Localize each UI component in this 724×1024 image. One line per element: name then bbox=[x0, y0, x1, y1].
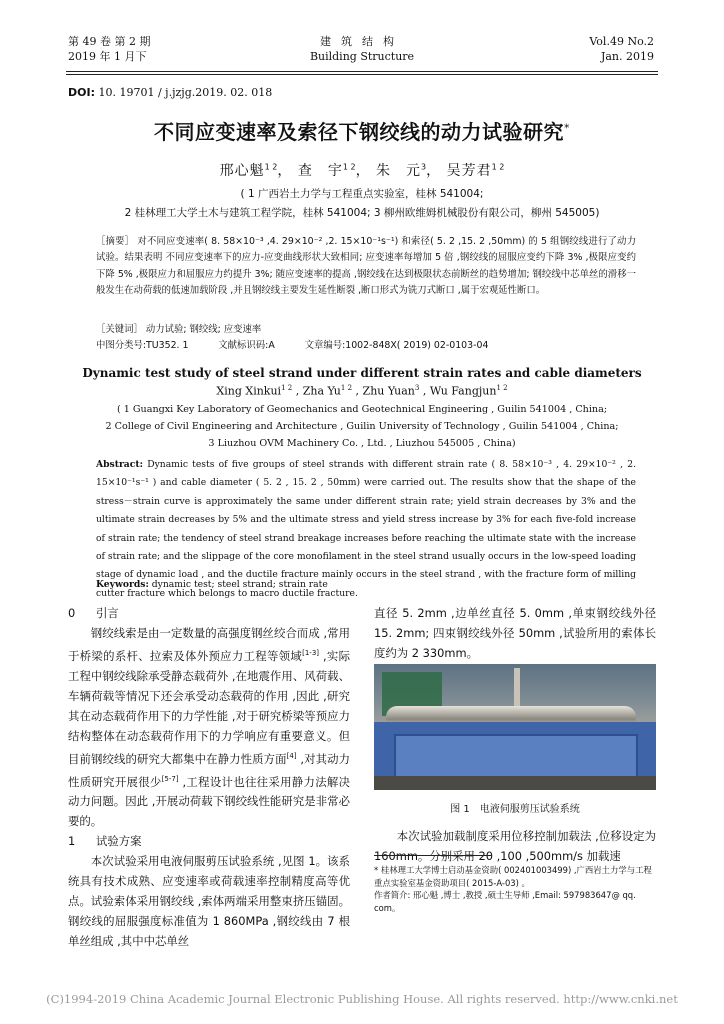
section-0-number: 0 bbox=[68, 606, 76, 620]
paragraph-text: ,实际工程中钢绞线除承受静态载荷外 ,在地震作用、风荷载、车辆荷载等情况下还会承受动态载荷的作用 ,因此 ,研究其在动态载荷作用下的力学性能 ,对于研究桥梁等预应力结构整体在动态载荷作用下的力学响应有重要意义。但目前钢绞线的研究大都集中在静力性质方面 bbox=[68, 648, 350, 766]
section-0-paragraph bbox=[68, 623, 350, 831]
author-en-sup: 1 2 bbox=[281, 384, 293, 392]
keywords-cn-label: ［关键词］ bbox=[96, 324, 143, 335]
footnote-author: 作者简介: 邢心魁 ,博士 ,教授 ,硕士生导师 ,Email: 597983647@ qq. com。 bbox=[374, 890, 636, 913]
doi-line bbox=[68, 86, 272, 99]
doc-code-value: A bbox=[268, 340, 275, 351]
body-right-column bbox=[374, 603, 656, 663]
affiliation-cn-1: ( 1 广西岩土力学与工程重点实验室，桂林 541004; bbox=[240, 188, 484, 200]
clc-label: 中图分类号: bbox=[96, 340, 147, 351]
section-1-paragraph: 本次试验采用电液伺服剪压试验系统 ,见图 1。该系统具有技术成熟、应变速率或荷载速率控制精度高等优点。试验索体采用钢绞线 ,索体两端采用整束挤压锚固。钢绞线的屈服强度标准值为 1 860MPa ,钢绞线由 7 根单丝组成 ,其中中芯单丝 bbox=[68, 854, 350, 949]
footnote-funding: * 桂林理工大学博士启动基金资助( 002401003499) ,广西岩土力学与工程重点实验室基金资助项目( 2015-A-03) 。 bbox=[374, 865, 652, 888]
author-cn-sup: 1 2 bbox=[491, 162, 505, 172]
doi-label: DOI: bbox=[68, 86, 95, 99]
citation: [1-3] bbox=[302, 649, 320, 657]
author-en: Wu Fangjun bbox=[429, 384, 497, 398]
paragraph-text: ,对其动力性质研究开展很少 bbox=[68, 751, 350, 789]
header-rule bbox=[66, 71, 658, 72]
section-1-title: 试验方案 bbox=[96, 834, 142, 849]
affiliation-en-1: ( 1 Guangxi Key Laboratory of Geomechanics and Geotechnical Engineering , Guilin 541004 , China; bbox=[116, 404, 608, 415]
author-en-sup: 3 bbox=[414, 384, 420, 392]
right-paragraph-1: 直径 5. 2mm ,边单丝直径 5. 0mm ,单束钢绞线外径 15. 2mm; 四束钢绞线外径 50mm ,试验所用的索体长度约为 2 330mm。 bbox=[374, 606, 656, 660]
journal-name bbox=[300, 34, 424, 64]
copyright-watermark: (C)1994-2019 China Academic Journal Electronic Publishing House. All rights reserved. http://www.cnki.net bbox=[46, 992, 678, 1006]
author-cn: 邢心魁 bbox=[219, 163, 265, 179]
floor-shape bbox=[374, 776, 656, 790]
author-en-sup: 1 2 bbox=[340, 384, 353, 392]
paper-title-en: Dynamic test study of steel strand under different strain rates and cable diameters bbox=[82, 366, 642, 380]
test-frame-inner-shape bbox=[394, 734, 638, 782]
affiliation-cn-2: 2 桂林理工大学土木与建筑工程学院，桂林 541004; 3 柳州欧维姆机械股份有限公司，柳州 545005) bbox=[124, 207, 600, 219]
section-0-title: 引言 bbox=[96, 606, 119, 620]
author-cn: 朱 元 bbox=[376, 163, 422, 179]
right-paragraph-2: 本次试验加载制度采用位移控制加载法 ,位移设定为 160mm。分别采用 20 ,100 ,500mm/s 加载速 bbox=[374, 829, 656, 863]
author-en: Zha Yu bbox=[302, 384, 341, 398]
issue-date-cn: 2019 年 1 月下 bbox=[68, 50, 147, 63]
author-cn: 查 宇 bbox=[297, 163, 343, 179]
abstract-cn bbox=[96, 234, 636, 300]
figure-1-photo bbox=[374, 664, 656, 790]
author-cn-sup: 1 2 bbox=[342, 162, 356, 172]
journal-issue-cn bbox=[68, 34, 150, 64]
author-cn: 吴芳君 bbox=[446, 163, 492, 179]
abstract-cn-text: 对不同应变速率( 8. 58×10⁻³ ,4. 29×10⁻² ,2. 15×10⁻¹s⁻¹) 和索径( 5. 2 ,15. 2 ,50mm) 的 5 组钢绞线进行了动力试验。结果表明 不同应变速率下的应力-应变曲线形状大致相同; 应变速率每增加 5 倍 ,钢绞线的屈服应变约下降 3% ,极限应变约下降 5% ,极限应力和屈服应力约提升 3%; 随应变速率的提高 ,钢绞线在达到极限状态前断丝的趋势增加; 钢绞线中芯单丝的滑移一般发生在动荷载的低速加载阶段 ,并且钢绞线主要发生延性断裂 ,断口形式为铣刀式断口 ,属于宏观延性断口。 bbox=[96, 236, 636, 297]
section-0-heading bbox=[68, 603, 350, 623]
hydraulic-pipe-shape bbox=[514, 668, 520, 708]
citation: [5-7] bbox=[161, 774, 179, 783]
journal-name-cn: 建筑结构 bbox=[320, 35, 404, 48]
paragraph-text: 钢绞线索是由一定数量的高强度钢丝绞合而成 ,常用于桥梁的系杆、拉索及体外预应力工程等领域 bbox=[68, 626, 350, 663]
body-left-column bbox=[68, 603, 350, 951]
title-footnote-mark: * bbox=[564, 121, 570, 135]
doc-code-label: 文献标识码: bbox=[218, 340, 269, 351]
author-en: Xing Xinkui bbox=[216, 384, 282, 398]
journal-name-en: Building Structure bbox=[309, 50, 415, 63]
issue-volume-cn: 第 49 卷 第 2 期 bbox=[68, 35, 151, 48]
issue-date-en: Jan. 2019 bbox=[600, 50, 654, 63]
keywords-en bbox=[96, 576, 636, 594]
article-no-label: 文章编号: bbox=[304, 340, 346, 351]
doi-value: 10. 19701 / j.jzjg.2019. 02. 018 bbox=[98, 86, 273, 99]
authors-en: Xing Xinkui$^{1 2}$ , Zha $Yu^{1 2}$ , Zhu Yuan$^3$ , Wu Fangjun$^{1 2}$ bbox=[216, 384, 508, 398]
keywords-en-label: Keywords: bbox=[96, 579, 149, 590]
classification-line bbox=[96, 338, 636, 354]
clc-value: TU352. 1 bbox=[146, 340, 189, 351]
figure-1-caption: 图 1 电液伺服剪压试验系统 bbox=[450, 804, 580, 815]
section-1-heading bbox=[68, 831, 350, 851]
abstract-cn-label: ［摘要］ bbox=[96, 236, 135, 247]
footnote bbox=[374, 864, 656, 914]
abstract-en-label: Abstract: bbox=[96, 459, 143, 470]
header-rule-thin bbox=[66, 74, 658, 75]
issue-volume-en: Vol.49 No.2 bbox=[589, 35, 654, 48]
author-en: Zhu Yuan bbox=[362, 384, 415, 398]
article-no-value: 1002-848X( 2019) 02-0103-04 bbox=[345, 340, 489, 351]
citation: [4] bbox=[286, 751, 297, 760]
keywords-en-text: dynamic test; steel strand; strain rate bbox=[151, 579, 328, 590]
keywords-cn-text: 动力试验; 钢绞线; 应变速率 bbox=[145, 324, 262, 335]
author-cn-sup: 1 2 bbox=[264, 162, 278, 172]
author-en-sup: 1 2 bbox=[496, 384, 508, 392]
abstract-en-text: Dynamic tests of five groups of steel strands with different strain rate ( 8. 58×10⁻³ , 4. 29×10⁻² , 2. 15×10⁻¹s⁻¹ ) and cable diameter ( 5. 2 , 15. 2 , 50mm) were carried out. The results show that the shape of the stress－strain curve is approximately the same under different strain rate; yield strain decreases by 3% and the ultimate strain decreases by 5% and the ultimate stress and yield stress increase by 3% for each five-fold increase of strain rate; the tendency of steel strand breakage increases before reaching the ultimate state with the increase of strain rate; and the slippage of the core monofilament in the steel strand usually occurs in the low-speed loading stage of dynamic load , and the ductile fracture mainly occurs in the steel strand , with the fracture form of milling cutter fracture which belongs to macro ductile fracture. bbox=[96, 459, 636, 599]
affiliation-en-3: 3 Liuzhou OVM Machinery Co. , Ltd. , Liuzhou 545005 , China) bbox=[208, 438, 516, 449]
author-cn-sup: 3 bbox=[421, 162, 427, 172]
affiliation-en-2: 2 College of Civil Engineering and Architecture , Guilin University of Technology , Guilin 541004 , China; bbox=[105, 421, 619, 432]
paper-title-cn-text: 不同应变速率及索径下钢绞线的动力试验研究 bbox=[154, 120, 564, 144]
section-1-number: 1 bbox=[68, 834, 76, 849]
keywords-cn bbox=[96, 322, 636, 338]
paper-title-cn bbox=[0, 116, 724, 145]
journal-issue-en bbox=[589, 34, 654, 64]
authors-cn: 邢心魁$^{1 2}$， 查 宇$^{1 2}$， 朱 元$^3$， 吴芳君$^{1 2}$ bbox=[219, 162, 505, 179]
footnote-rule bbox=[374, 855, 492, 856]
right-paragraph-2-wrap bbox=[374, 826, 656, 866]
paragraph-text: ,工程设计也往往采用静力法解决动力问题。因此 ,开展动荷载下钢绞线性能研究是非常必要的。 bbox=[68, 774, 350, 829]
